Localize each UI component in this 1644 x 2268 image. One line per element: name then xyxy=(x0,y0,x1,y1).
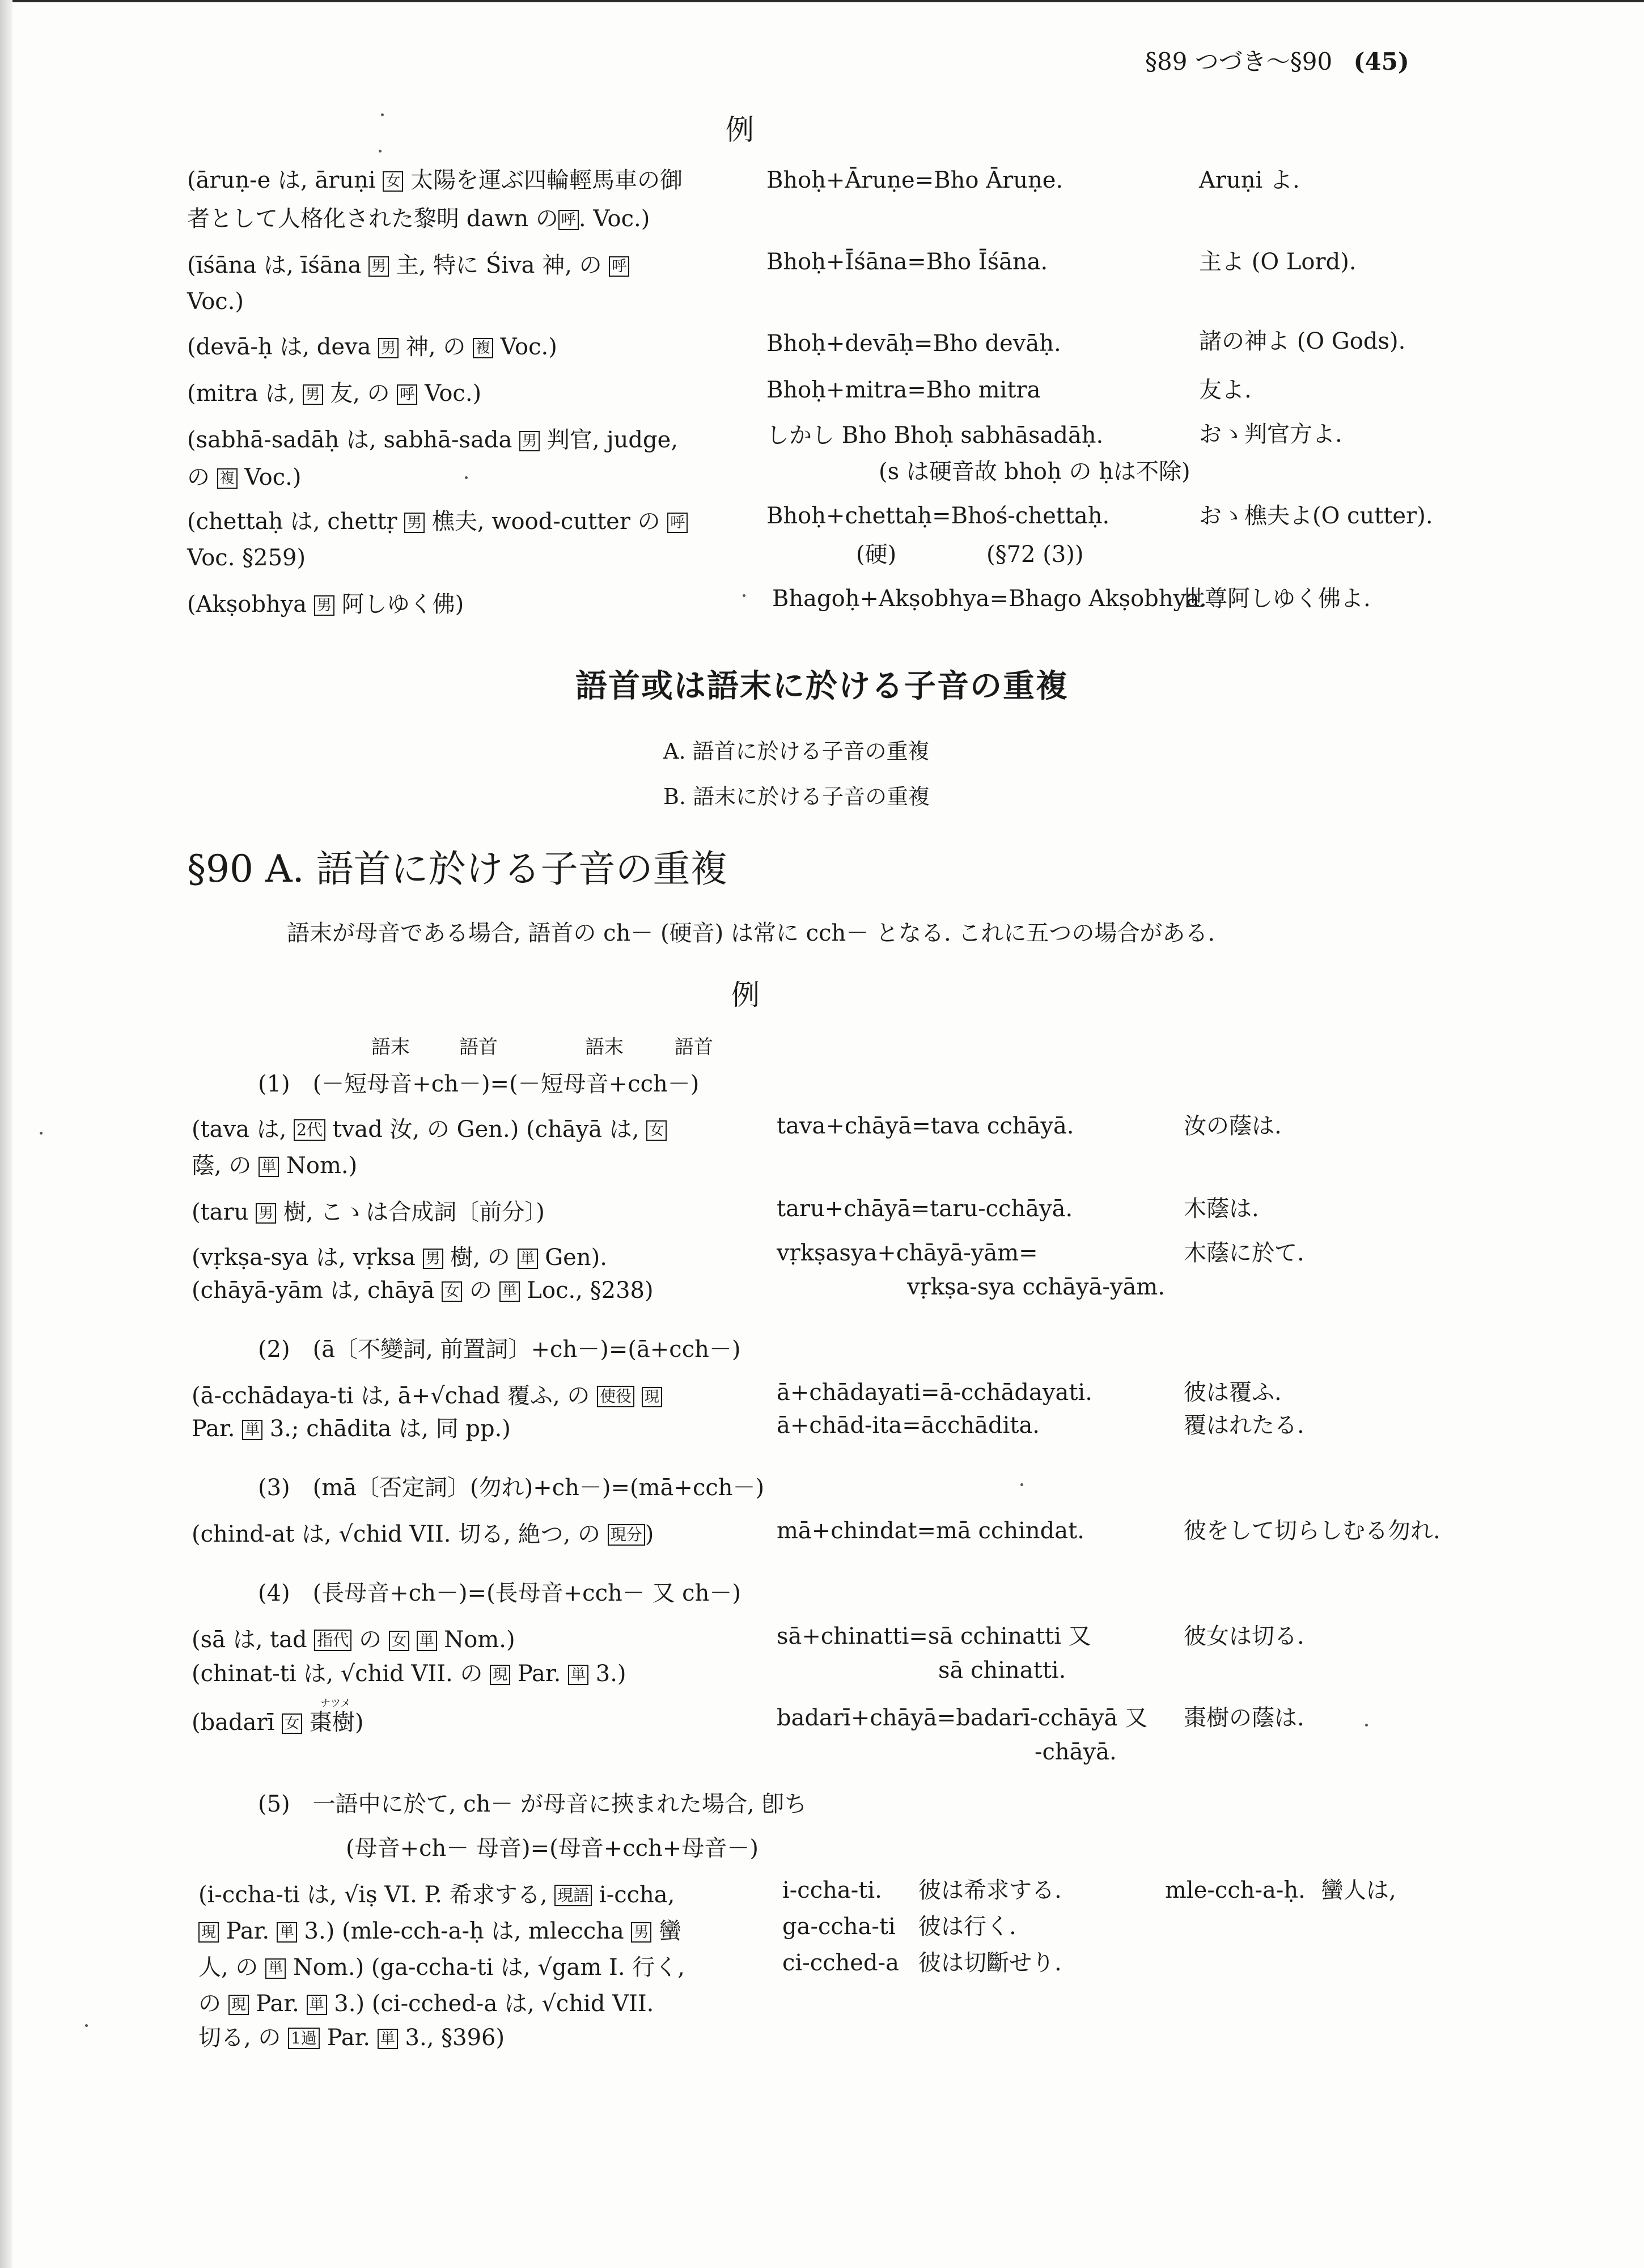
page-number: (45) xyxy=(1353,48,1409,75)
gender-mark: 男 xyxy=(631,1922,651,1943)
sanskrit-line: badarī+chāyā=badarī-cchāyā 又 xyxy=(777,1705,1148,1731)
translation-line: 友よ. xyxy=(1199,377,1252,403)
tense-mark: 現 xyxy=(490,1665,510,1685)
gender-mark: 男 xyxy=(378,338,399,358)
tense-mark: 現 xyxy=(198,1922,219,1943)
sanskrit-line: i-ccha-ti. xyxy=(782,1877,882,1903)
scan-speck xyxy=(379,150,382,153)
gloss-line: (vṛkṣa-sya は, vṛksa 男 樹, の 単 Gen). xyxy=(192,1245,607,1271)
scan-speck xyxy=(85,2024,88,2027)
case-formula: (母音+ch－ 母音)=(母音+cch+母音－) xyxy=(346,1835,759,1861)
sanskrit-line: Bhoḥ+Īśāna=Bho Īśāna. xyxy=(766,249,1048,275)
scan-speck xyxy=(465,476,468,479)
sanskrit-line: Bhoḥ+chettaḥ=Bhoś-chettaḥ. xyxy=(766,503,1110,529)
gender-mark: 女 xyxy=(282,1713,302,1734)
case-mark: 単 xyxy=(259,1157,279,1177)
gloss-line: (badarī 女 棗樹) xyxy=(192,1710,364,1736)
gloss-line: (sabhā-sadāḥ は, sabhā-sada 男 判官, judge, xyxy=(187,427,679,453)
translation-line: 彼女は切る. xyxy=(1184,1623,1304,1649)
case-mark: 単 xyxy=(265,1958,286,1979)
translation-line: 彼をして切らしむる勿れ. xyxy=(1184,1518,1440,1544)
tense-mark: 現 xyxy=(228,1995,249,2015)
example-label: 例 xyxy=(731,979,760,1012)
case-formula: (1) (－短母音+ch－)=(－短母音+cch－) xyxy=(258,1071,700,1097)
case-mark: 呼 xyxy=(558,210,579,230)
translation-line: 諸の神よ (O Gods). xyxy=(1199,328,1406,354)
gloss-line: (devā-ḥ は, deva 男 神, の 複 Voc.) xyxy=(187,334,557,360)
sanskrit-line: Bhagoḥ+Akṣobhya=Bhago Akṣobhya. xyxy=(772,586,1207,612)
gender-mark: 女 xyxy=(442,1281,462,1302)
gloss-line: (īśāna は, īśāna 男 主, 特に Śiva 神, の 呼 xyxy=(187,254,629,277)
translation-line: おゝ判官方よ. xyxy=(1199,421,1342,447)
grammar-mark: 1過 xyxy=(288,2028,320,2049)
sanskrit-line: ga-ccha-ti xyxy=(782,1914,896,1940)
case-mark: 単 xyxy=(417,1631,437,1651)
page-title: §89 つづき～§90 xyxy=(1145,48,1333,75)
gloss-line: Par. 単 3.; chādita は, 同 pp.) xyxy=(192,1416,511,1442)
translation-line: 彼は行く. xyxy=(918,1914,1016,1940)
number-mark: 単 xyxy=(378,2029,398,2049)
case-formula: (4) (長母音+ch－)=(長母音+cch－ 又 ch－) xyxy=(258,1580,741,1606)
number-mark: 単 xyxy=(307,1995,327,2015)
translation-line: 汝の蔭は. xyxy=(1184,1113,1282,1139)
sanskrit-line: ā+chād-ita=ācchādita. xyxy=(777,1412,1040,1438)
col-label-head: 語首 xyxy=(675,1036,713,1059)
gloss-line: (tava は, 2代 tvad 汝, の Gen.) (chāyā は, 女 xyxy=(192,1118,667,1141)
gloss-line: (sā は, tad 指代 の 女 単 Nom.) xyxy=(192,1627,515,1653)
grammar-mark: 指代 xyxy=(314,1630,351,1651)
gloss-line: (ā-cchādaya-ti は, ā+√chad 覆ふ, の 使役 現 xyxy=(192,1385,662,1407)
sanskrit-line: ci-cched-a xyxy=(782,1950,899,1976)
sanskrit-line: ā+chādayati=ā-cchādayati. xyxy=(777,1380,1092,1406)
case-mark: 複 xyxy=(473,338,493,358)
gloss-line: Voc.) xyxy=(187,289,244,315)
gender-mark: 女 xyxy=(383,171,403,192)
case-formula: (3) (mā〔否定詞〕(勿れ)+ch－)=(mā+cch－) xyxy=(258,1475,765,1501)
scan-speck xyxy=(1365,1724,1368,1727)
gloss-line: (taru 男 樹, こゝは合成詞〔前分〕) xyxy=(192,1199,545,1225)
case-mark: 呼 xyxy=(667,513,688,533)
translation-line: 木蔭は. xyxy=(1184,1196,1259,1222)
scan-speck xyxy=(1020,1483,1023,1486)
gloss-line: の 現 Par. 単 3.) (ci-cched-a は, √chid VII. xyxy=(198,1991,654,2017)
translation-line: 彼は覆ふ. xyxy=(1184,1380,1282,1406)
gender-mark: 男 xyxy=(256,1203,276,1224)
sanskrit-line: sā chinatti. xyxy=(938,1657,1066,1683)
case-mark: 複 xyxy=(217,468,238,489)
gloss-line: (chind-at は, √chid VII. 切る, 絶つ, の 現分 ) xyxy=(192,1521,654,1547)
section-heading: §90 A. 語首に於ける子音の重複 xyxy=(187,847,728,891)
sanskrit-note: (硬) xyxy=(856,541,897,568)
number-mark: 単 xyxy=(277,1922,297,1943)
gender-mark: 女 xyxy=(646,1120,667,1141)
gloss-line: 切る, の 1過 Par. 単 3., §396) xyxy=(198,2025,505,2051)
number-mark: 単 xyxy=(242,1420,262,1440)
gloss-line: Voc. §259) xyxy=(187,545,306,571)
gender-mark: 男 xyxy=(368,256,389,277)
gender-mark: 男 xyxy=(404,513,425,533)
gloss-line: (Akṣobhya 男 阿しゆく佛) xyxy=(187,591,464,617)
sanskrit-line: mā+chindat=mā cchindat. xyxy=(777,1518,1084,1544)
sanskrit-note: (§72 (3)) xyxy=(986,541,1084,568)
intro-paragraph: 語末が母音である場合, 語首の ch－ (硬音) は常に cch－ となる. これに五つの場合がある. xyxy=(287,920,1215,946)
gender-mark: 女 xyxy=(389,1631,409,1651)
sanskrit-line: tava+chāyā=tava cchāyā. xyxy=(777,1113,1074,1139)
gloss-line: 者として人格化された黎明 dawn の 呼 . Voc.) xyxy=(187,206,650,232)
gloss-line: 現 Par. 単 3.) (mle-cch-a-ḥ は, mleccha 男 蠻 xyxy=(198,1920,681,1943)
sanskrit-line: Bhoḥ+devāḥ=Bho devāḥ. xyxy=(766,331,1061,357)
grammar-mark: 現分 xyxy=(608,1524,645,1546)
gloss-line: (chettaḥ は, chettṛ 男 樵夫, wood-cutter の 呼 xyxy=(187,510,688,533)
scan-speck xyxy=(381,113,384,116)
sub-heading-a: A. 語首に於ける子音の重複 xyxy=(663,739,930,764)
sanskrit-line: mle-cch-a-ḥ. xyxy=(1165,1877,1306,1903)
gender-mark: 男 xyxy=(303,384,323,405)
translation-line: 世尊阿しゆく佛よ. xyxy=(1182,586,1371,612)
translation-line: 木蔭に於て. xyxy=(1184,1240,1304,1266)
ruby-annotation: ナツメ xyxy=(320,1698,351,1710)
case-formula: (5) 一語中に於て, ch－ が母音に挾まれた場合, 卽ち xyxy=(258,1791,807,1817)
gloss-line: (mitra は, 男 友, の 呼 Voc.) xyxy=(187,380,482,407)
translation-line: おゝ樵夫よ(O cutter). xyxy=(1199,503,1433,529)
page-header xyxy=(1145,50,1409,74)
col-label-head: 語首 xyxy=(459,1036,498,1059)
sanskrit-line: sā+chinatti=sā cchinatti 又 xyxy=(777,1623,1091,1649)
col-label-end: 語末 xyxy=(585,1036,624,1059)
translation-line: Aruṇi よ. xyxy=(1199,167,1300,193)
gloss-line: (chinat-ti は, √chid VII. の 現 Par. 単 3.) xyxy=(192,1661,626,1687)
gender-mark: 男 xyxy=(314,595,334,616)
sanskrit-line: -chāyā. xyxy=(1035,1739,1117,1765)
gloss-line: 蔭, の 単 Nom.) xyxy=(192,1153,358,1179)
sanskrit-line: Bhoḥ+mitra=Bho mitra xyxy=(766,377,1041,403)
sanskrit-line: しかし Bho Bhoḥ sabhāsadāḥ. xyxy=(766,422,1104,448)
gloss-line: の 複 Voc.) xyxy=(187,464,302,490)
scan-edge-shadow xyxy=(0,0,12,2268)
translation-line: 彼は希求する. xyxy=(918,1877,1062,1903)
number-mark: 単 xyxy=(568,1665,588,1685)
grammar-mark: 現語 xyxy=(554,1885,592,1906)
case-mark: 単 xyxy=(499,1281,520,1302)
scan-speck xyxy=(40,1132,43,1135)
gloss-line: (āruṇ-e は, āruṇi 女 太陽を運ぶ四輪輕馬車の御 xyxy=(187,167,683,193)
case-formula: (2) (ā〔不變詞, 前置詞〕+ch－)=(ā+cch－) xyxy=(258,1336,741,1363)
col-label-end: 語末 xyxy=(371,1036,410,1059)
grammar-mark: 2代 xyxy=(294,1119,325,1141)
translation-line: 主よ (O Lord). xyxy=(1199,249,1357,275)
top-border-line xyxy=(0,0,1644,2)
gender-mark: 男 xyxy=(519,431,540,451)
main-heading: 語首或は語末に於ける子音の重複 xyxy=(575,667,1069,705)
gloss-line: 人, の 単 Nom.) (ga-ccha-ti は, √gam I. 行く, xyxy=(198,1954,685,1981)
example-label: 例 xyxy=(726,113,754,146)
case-mark: 呼 xyxy=(609,256,629,277)
tense-mark: 現 xyxy=(642,1387,662,1407)
gender-mark: 男 xyxy=(423,1249,443,1269)
translation-line: 蠻人は, xyxy=(1321,1877,1396,1903)
gloss-line: (chāyā-yām は, chāyā 女 の 単 Loc., §238) xyxy=(192,1277,654,1304)
translation-line: 棗樹の蔭は. xyxy=(1184,1705,1304,1731)
sanskrit-line: vṛkṣasya+chāyā-yām= xyxy=(777,1240,1038,1266)
scan-speck xyxy=(743,594,745,597)
case-mark: 呼 xyxy=(397,384,417,405)
sanskrit-note: (s は硬音故 bhoḥ の ḥは不除) xyxy=(879,459,1190,485)
gloss-line: (i-ccha-ti は, √iṣ VI. P. 希求する, 現語 i-ccha, xyxy=(198,1882,675,1908)
translation-line: 覆はれたる. xyxy=(1184,1412,1304,1438)
sub-heading-b: B. 語末に於ける子音の重複 xyxy=(663,784,930,809)
sanskrit-line: Bhoḥ+Āruṇe=Bho Āruṇe. xyxy=(766,167,1063,193)
translation-line: 彼は切斷せり. xyxy=(918,1950,1062,1976)
sanskrit-line: vṛkṣa-sya cchāyā-yām. xyxy=(907,1274,1165,1300)
case-mark: 単 xyxy=(518,1249,538,1269)
sanskrit-line: taru+chāyā=taru-cchāyā. xyxy=(777,1196,1073,1222)
grammar-mark: 使役 xyxy=(597,1386,634,1407)
